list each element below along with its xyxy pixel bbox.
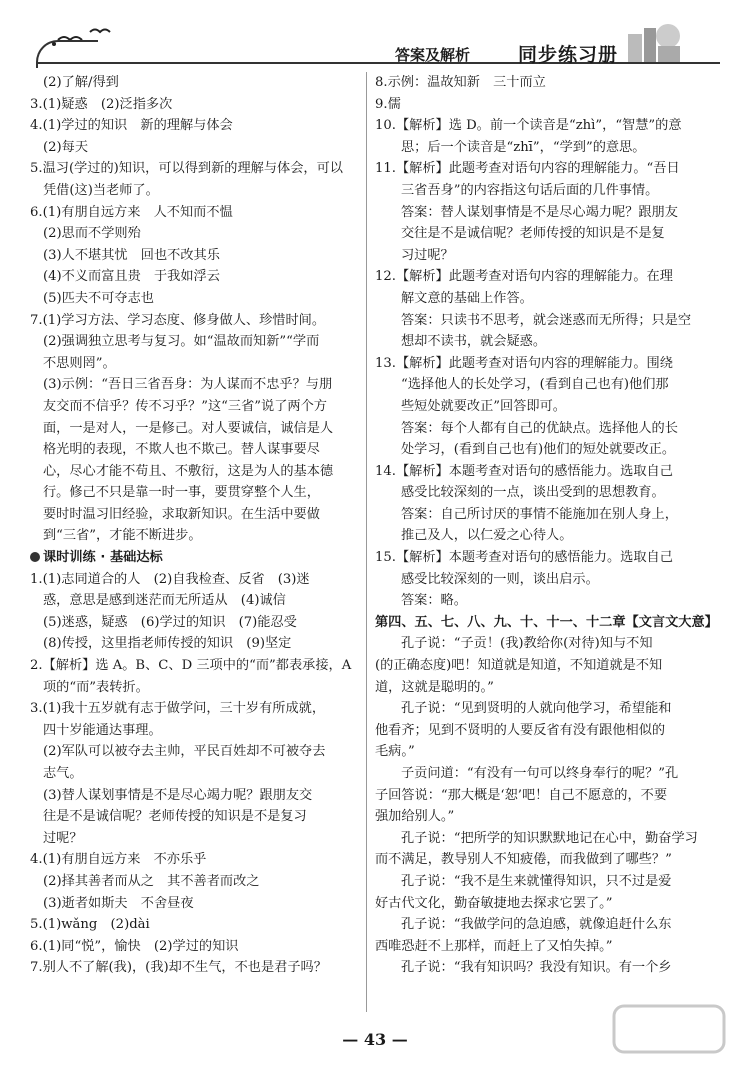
- text-line: 不思则罔”。: [43, 355, 116, 371]
- text-line: (2)思而不学则殆: [43, 226, 141, 242]
- text-line: 要时时温习旧经验，求取新知识。在生活中要做: [43, 506, 320, 522]
- text-line: 6.(1)有朋自远方来 人不知而不愠: [30, 204, 233, 220]
- text-line: 5.温习(学过的)知识，可以得到新的理解与体会，可以: [30, 161, 343, 177]
- section-bullet-icon: [30, 552, 40, 562]
- section-heading: 第四、五、七、八、九、十、十一、十二章【文言文大意】: [375, 614, 718, 630]
- text-line: 5.(1)wǎng (2)dài: [30, 917, 150, 933]
- text-line: 12.【解析】此题考查对语句内容的理解能力。在理: [375, 269, 673, 285]
- text-line: 子贡问道：“有没有一句可以终身奉行的呢？”孔: [401, 766, 679, 781]
- text-line: 友交而不信乎？传不习乎？”这“三省”说了两个方: [43, 398, 327, 414]
- right-column: [375, 72, 720, 979]
- text-line: 4.(1)学过的知识 新的理解与体会: [30, 118, 233, 134]
- text-line: 西唯恐赶不上那样，而赶上了又怕失掉。”: [375, 938, 613, 954]
- text-line: 志气。: [43, 766, 83, 781]
- text-line: 到“三省”，才能不断进步。: [43, 528, 202, 544]
- text-line: 交往是不是诚信呢？老师传授的知识是不是复: [401, 226, 665, 242]
- text-line: 8.示例：温故知新 三十而立: [375, 75, 546, 90]
- text-line: 处学习，(看到自己也有)他们的短处就要改正。: [401, 442, 676, 458]
- text-line: 过呢？: [43, 830, 83, 846]
- text-line: “选择他人的长处学习，(看到自己也有)他们那: [401, 377, 669, 393]
- text-line: (5)迷惑，疑惑 (6)学过的知识 (7)能忍受: [43, 614, 297, 630]
- text-line: 道，这就是聪明的。”: [375, 679, 494, 695]
- text-line: (2)强调独立思考与复习。如“温故而知新”“学而: [43, 334, 320, 350]
- section-heading-text: 课时训练 · 基础达标: [43, 550, 163, 566]
- text-line: 7.(1)学习方法、学习态度、修身做人、珍惜时间。: [30, 312, 326, 328]
- text-line: 孔子说：“见到贤明的人就向他学习，希望能和: [401, 701, 672, 717]
- text-line: 7.别人不了解(我)，(我)却不生气，不也是君子吗？: [30, 960, 327, 976]
- text-line: 想却不读书，就会疑惑。: [401, 334, 547, 350]
- page-header: [0, 0, 750, 70]
- text-line: 答案：略。: [401, 593, 467, 609]
- text-line: 感受比较深刻的一点，谈出受到的思想教育。: [401, 485, 665, 501]
- text-line: 13.【解析】此题考查对语句内容的理解能力。围绕: [375, 355, 673, 371]
- text-line: (8)传授，这里指老师传授的知识 (9)坚定: [43, 636, 292, 652]
- text-line: 面，一是对人，一是修己。对人要诚信，诚信是人: [43, 420, 334, 436]
- text-line: 他看齐；见到不贤明的人要反省有没有跟他相似的: [375, 722, 666, 738]
- book-title: 同步练习册: [518, 44, 619, 66]
- text-line: (3)替人谋划事情是不是尽心竭力呢？跟朋友交: [43, 787, 313, 803]
- text-line: (4)不义而富且贵 于我如浮云: [43, 269, 220, 285]
- text-line: 孔子说：“我不是生来就懂得知识，只不过是爱: [401, 873, 672, 889]
- text-line: (3)人不堪其忧 回也不改其乐: [43, 247, 220, 263]
- answers-label: 答案及解析: [395, 46, 471, 64]
- text-line: 3.(1)疑惑 (2)泛指多次: [30, 96, 173, 112]
- text-line: 项的“而”表转折。: [43, 679, 149, 695]
- text-line: 凭借(这)当老师了。: [43, 182, 159, 198]
- text-line: 而不满足，教导别人不知疲倦，而我做到了哪些？”: [375, 852, 672, 868]
- text-line: (2)了解/得到: [43, 75, 119, 90]
- watermark-logo: [610, 1000, 730, 1060]
- text-line: (3)示例：“吾日三省吾身：为人谋而不忠乎？与朋: [43, 377, 333, 393]
- building-icon: [610, 20, 690, 64]
- text-line: 思；后一个读音是“zhī”，“学到”的意思。: [401, 139, 646, 155]
- text-line: (2)每天: [43, 139, 89, 155]
- text-line: 毛病。”: [375, 744, 415, 760]
- text-line: 3.(1)我十五岁就有志于做学问，三十岁有所成就，: [30, 701, 326, 717]
- text-line: 答案：只读书不思考，就会迷惑而无所得；只是空: [401, 312, 692, 328]
- text-line: 孔子说：“把所学的知识默默地记在心中，勤奋学习: [401, 830, 698, 846]
- text-line: 强加给别人。”: [375, 809, 455, 825]
- text-line: 答案：替人谋划事情是不是尽心竭力呢？跟朋友: [401, 204, 678, 220]
- text-line: (5)匹夫不可夺志也: [43, 290, 154, 306]
- text-line: 行。修己不只是靠一时一事，要贯穿整个人生，: [43, 485, 320, 501]
- text-line: 些短处就要改正”回答即可。: [401, 398, 566, 414]
- text-line: (3)逝者如斯夫 不舍昼夜: [43, 895, 194, 911]
- text-line: 解文意的基础上作答。: [401, 290, 533, 306]
- text-line: 孔子说：“我做学问的急迫感，就像追赶什么东: [401, 917, 672, 933]
- text-line: 14.【解析】本题考查对语句的感悟能力。选取自己: [375, 463, 673, 479]
- text-line: 答案：每个人都有自己的优缺点。选择他人的长: [401, 420, 678, 436]
- text-line: 格光明的表现，不欺人也不欺己。替人谋事要尽: [43, 442, 320, 458]
- text-line: 三省吾身”的内容指这句话后面的几件事情。: [401, 182, 659, 198]
- text-line: 孔子说：“子贡！(我)教给你(对待)知与不知: [401, 636, 653, 652]
- text-line: 10.【解析】选 D。前一个读音是“zhì”，“智慧”的意: [375, 118, 682, 134]
- text-line: 1.(1)志同道合的人 (2)自我检查、反省 (3)迷: [30, 571, 310, 587]
- text-line: 心，尽心才能不苟且、不敷衍，这是为人的基本德: [43, 463, 334, 479]
- text-line: 4.(1)有朋自远方来 不亦乐乎: [30, 852, 207, 868]
- text-line: 15.【解析】本题考查对语句的感悟能力。选取自己: [375, 550, 673, 566]
- text-line: 答案：自己所讨厌的事情不能施加在别人身上，: [401, 506, 678, 522]
- text-line: 惑，意思是感到迷茫而无所适从 (4)诚信: [43, 593, 286, 609]
- text-line: 子回答说：“那大概是‘恕’吧！自己不愿意的，不要: [375, 787, 668, 803]
- text-line: (2)择其善者而从之 其不善者而改之: [43, 873, 260, 889]
- text-line: 习过呢？: [401, 247, 454, 263]
- text-line: 四十岁能通达事理。: [43, 722, 162, 738]
- text-line: (的正确态度)吧！知道就是知道，不知道就是不知: [375, 658, 663, 674]
- text-line: 2.【解析】选 A。B、C、D 三项中的“而”都表承接，A: [30, 658, 352, 674]
- text-line: 9.儒: [375, 96, 401, 112]
- page-number: — 43 —: [342, 1030, 408, 1049]
- text-line: 好古代文化，勤奋敏捷地去探求它罢了。”: [375, 895, 613, 911]
- text-line: 推己及人，以仁爱之心待人。: [401, 528, 573, 544]
- text-line: 往是不是诚信呢？老师传授的知识是不是复习: [43, 809, 307, 825]
- text-line: 6.(1)同“悦”，愉快 (2)学过的知识: [30, 938, 239, 954]
- text-line: 11.【解析】此题考查对语句内容的理解能力。“吾日: [375, 161, 680, 177]
- left-column: [30, 72, 370, 979]
- section-heading: [30, 547, 370, 569]
- text-line: 孔子说：“我有知识吗？我没有知识。有一个乡: [401, 960, 672, 976]
- text-line: (2)军队可以被夺去主帅，平民百姓却不可被夺去: [43, 744, 326, 760]
- text-line: 感受比较深刻的一则，谈出启示。: [401, 571, 599, 587]
